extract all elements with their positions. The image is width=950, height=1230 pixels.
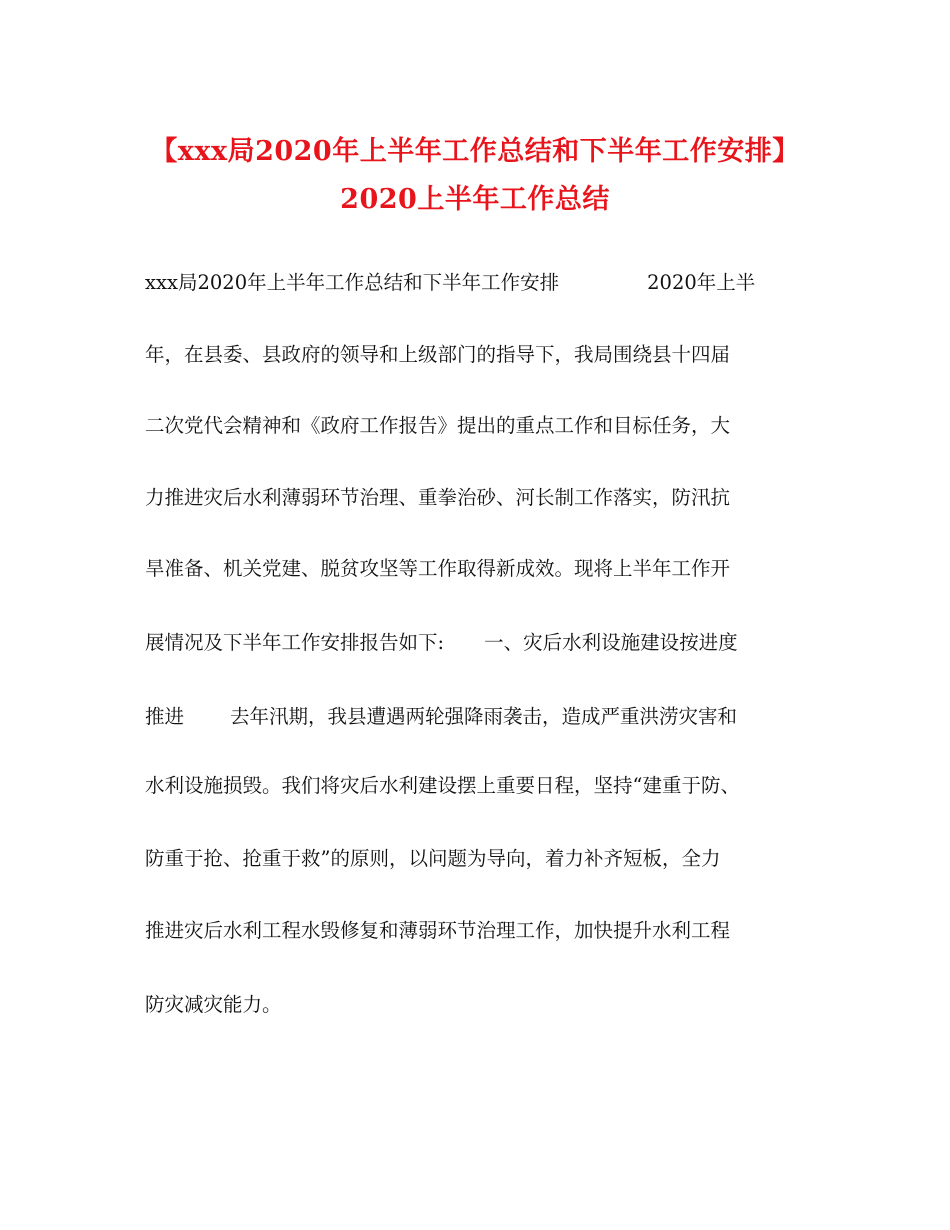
body-line-10: [145, 916, 813, 946]
body-line-9: [145, 844, 813, 874]
body-line-5-text: 旱准备、机关党建、脱贫攻坚等工作取得新成效。现将上半年工作开: [145, 557, 731, 580]
body-line-4: [145, 483, 813, 513]
body-line-6: [145, 628, 813, 658]
body-line-4-text: 力推进灾后水利薄弱环节治理、重拳治砂、河长制工作落实，防汛抗: [145, 486, 731, 509]
body-line-11: [145, 990, 813, 1020]
body-line-2-text: 年，在县委、县政府的领导和上级部门的指导下，我局围绕县十四届: [145, 343, 731, 366]
body-line-8-text: 水利设施损毁。我们将灾后水利建设摆上重要日程，坚持“建重于防、: [145, 774, 740, 797]
body-line-7: [145, 702, 813, 732]
body-line-2: [145, 340, 813, 370]
body-line-7-text: 推进: [145, 705, 185, 728]
body-line-6-text: 展情况及下半年工作安排报告如下:: [145, 631, 445, 654]
body-line-6-text-b: 一、灾后水利设施建设按进度: [484, 631, 738, 654]
body-line-7-text-b: 去年汛期，我县遭遇两轮强降雨袭击，造成严重洪涝灾害和: [230, 705, 738, 728]
document-title-line-2: 2020上半年工作总结: [340, 184, 610, 215]
body-line-3-text: 二次党代会精神和《政府工作报告》提出的重点工作和目标任务，大: [145, 414, 731, 437]
body-line-8: [145, 771, 813, 801]
body-line-11-text: 防灾减灾能力。: [145, 993, 282, 1016]
body-line-3: [145, 411, 813, 441]
document-title-line-1: 【xxx局2020年上半年工作总结和下半年工作安排】: [150, 136, 800, 167]
body-line-9-text: 防重于抢、抢重于救”的原则，以问题为导向，着力补齐短板，全力: [145, 847, 721, 870]
body-line-5: [145, 554, 813, 584]
body-line-1-text-b: 2020年上半: [647, 271, 756, 294]
body-line-10-text: 推进灾后水利工程水毁修复和薄弱环节治理工作，加快提升水利工程: [145, 919, 731, 942]
body-line-1-text: xxx局2020年上半年工作总结和下半年工作安排: [145, 271, 560, 294]
body-line-1: [145, 268, 813, 298]
